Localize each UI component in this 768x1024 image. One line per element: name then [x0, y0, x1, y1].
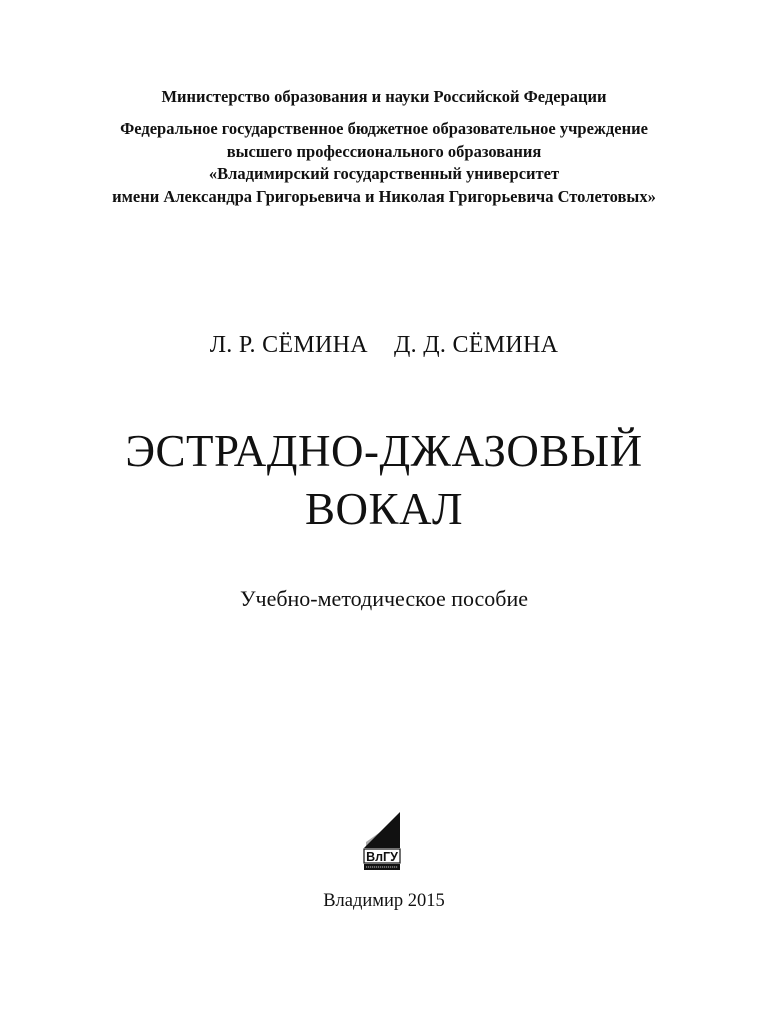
title-line: ВОКАЛ: [304, 484, 464, 534]
logo-text: ВлГУ: [366, 850, 398, 864]
vlgu-logo-graphic: [360, 812, 402, 872]
institution-line: Федеральное государственное бюджетное образовательное учреждение: [120, 119, 648, 138]
city-year: Владимир 2015: [323, 891, 445, 911]
book-subtitle: Учебно-методическое пособие: [239, 586, 529, 611]
author-name: Д. Д. СЁМИНА: [393, 332, 559, 358]
book-title: [0, 422, 768, 538]
title-line: ЭСТРАДНО-ДЖАЗОВЫЙ: [125, 426, 643, 476]
institution-line: «Владимирский государственный университет: [208, 164, 560, 183]
vlgu-logo-icon: [360, 812, 402, 872]
author-name: Л. Р. СЁМИНА: [209, 332, 368, 358]
authors: [0, 331, 768, 359]
institution-name: [0, 118, 768, 208]
institution-line: высшего профессионального образования: [226, 141, 542, 161]
institution-line: имени Александра Григорьевича и Николая Григорьевича Столетовых»: [112, 186, 656, 206]
ministry-name: Министерство образования и науки Российской Федерации: [161, 87, 607, 106]
